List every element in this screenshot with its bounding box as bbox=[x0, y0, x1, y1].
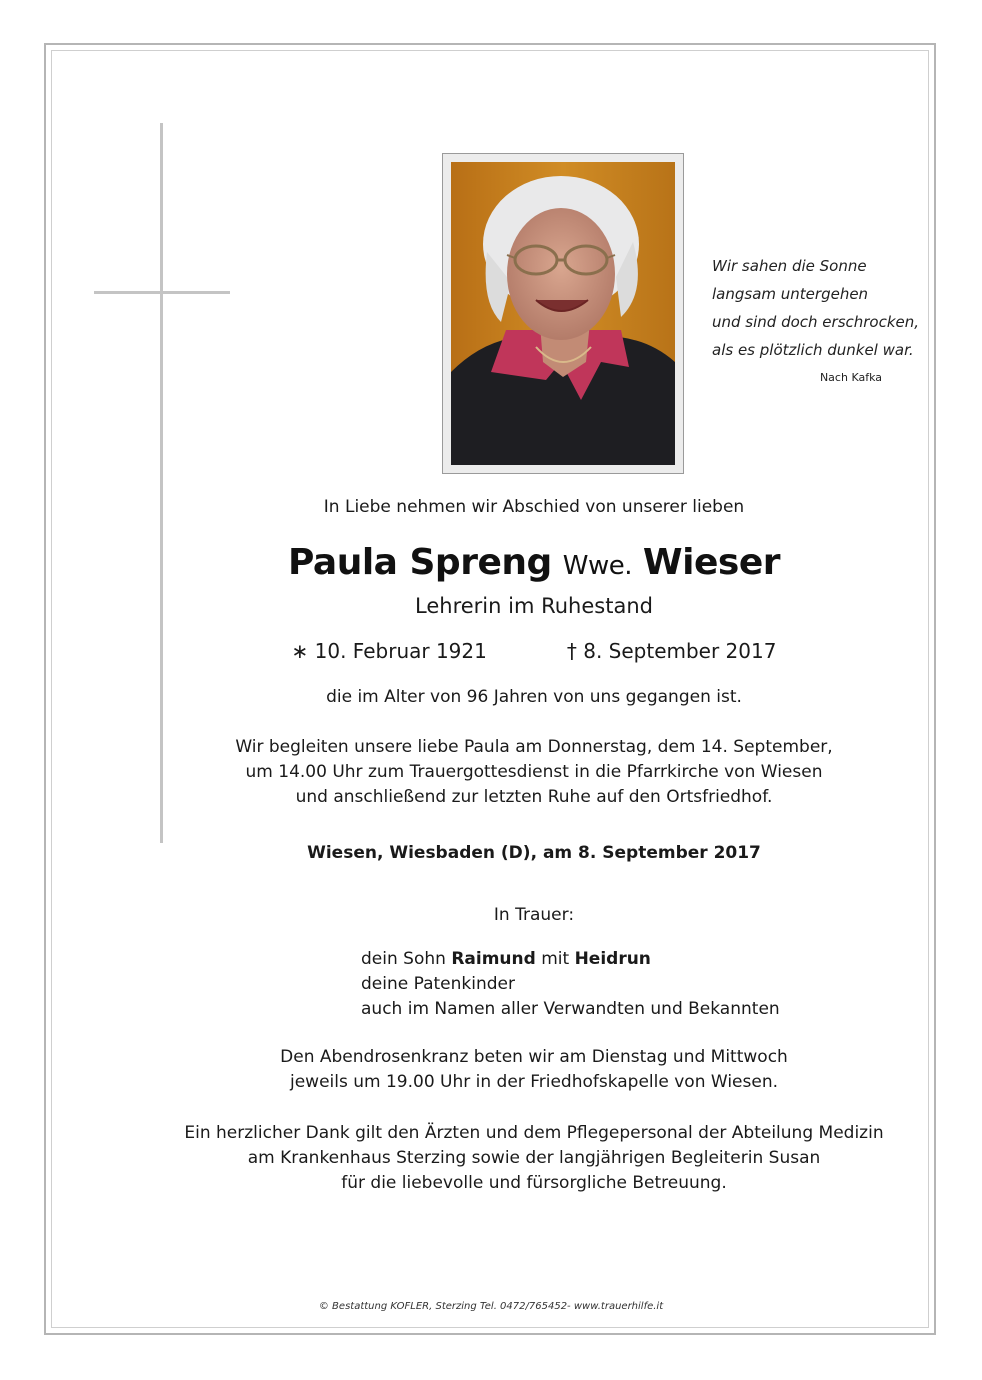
death-date: † 8. September 2017 bbox=[566, 639, 777, 663]
intro-text: In Liebe nehmen wir Abschied von unserer lieben bbox=[323, 497, 745, 517]
thanks-line: am Krankenhaus Sterzing sowie der langjährigen Begleiterin Susan bbox=[247, 1148, 821, 1168]
mourner-godchildren: deine Patenkinder bbox=[361, 974, 515, 994]
age-line: die im Alter von 96 Jahren von uns gegangen ist. bbox=[326, 687, 742, 707]
quote-line: als es plötzlich dunkel war. bbox=[712, 341, 914, 359]
mourner-son bbox=[361, 947, 780, 972]
deceased-name bbox=[80, 540, 982, 589]
cross-horizontal-bar bbox=[94, 291, 230, 294]
portrait-illustration bbox=[451, 162, 675, 465]
funeral-line: um 14.00 Uhr zum Trauergottesdienst in die Pfarrkirche von Wiesen bbox=[245, 762, 823, 782]
quote-line: und sind doch erschrocken, bbox=[712, 313, 920, 331]
rosary-line: jeweils um 19.00 Uhr in der Friedhofskapelle von Wiesen. bbox=[289, 1072, 778, 1092]
son-partner: Heidrun bbox=[574, 949, 651, 969]
occupation: Lehrerin im Ruhestand bbox=[415, 594, 653, 618]
quote-line: langsam untergehen bbox=[712, 285, 869, 303]
name-last: Wieser bbox=[642, 542, 780, 583]
thanks-line: für die liebevolle und fürsorgliche Betreuung. bbox=[341, 1173, 727, 1193]
name-first: Paula Spreng bbox=[288, 542, 552, 583]
funeral-line: Wir begleiten unsere liebe Paula am Donnerstag, dem 14. September, bbox=[235, 737, 833, 757]
place-date: Wiesen, Wiesbaden (D), am 8. September 2017 bbox=[307, 843, 761, 863]
funeral-paragraph bbox=[80, 735, 982, 810]
rosary-line: Den Abendrosenkranz beten wir am Dienstag und Mittwoch bbox=[280, 1047, 788, 1067]
rosary-paragraph bbox=[80, 1045, 982, 1095]
birth-date: ∗ 10. Februar 1921 bbox=[291, 639, 487, 663]
son-prefix: dein Sohn bbox=[361, 949, 446, 969]
son-name: Raimund bbox=[451, 949, 536, 969]
thanks-line: Ein herzlicher Dank gilt den Ärzten und dem Pflegepersonal der Abteilung Medizin bbox=[184, 1123, 884, 1143]
quote-author: Nach Kafka bbox=[819, 371, 882, 384]
name-middle: Wwe. bbox=[562, 551, 632, 581]
mourner-relatives: auch im Namen aller Verwandten und Bekannten bbox=[361, 999, 780, 1019]
thanks-paragraph bbox=[80, 1121, 982, 1196]
funeral-line: und anschließend zur letzten Ruhe auf den Ortsfriedhof. bbox=[295, 787, 773, 807]
portrait-photo bbox=[451, 162, 675, 465]
footer-credit: © Bestattung KOFLER, Sterzing Tel. 0472/765452- www.trauerhilfe.it bbox=[318, 1301, 664, 1312]
portrait-frame bbox=[442, 153, 684, 474]
life-dates bbox=[80, 639, 982, 663]
mourning-heading: In Trauer: bbox=[493, 905, 575, 925]
son-with: mit bbox=[541, 949, 570, 969]
quote-line: Wir sahen die Sonne bbox=[712, 257, 867, 275]
quote-block bbox=[712, 252, 920, 386]
mourners-list bbox=[361, 947, 780, 1022]
